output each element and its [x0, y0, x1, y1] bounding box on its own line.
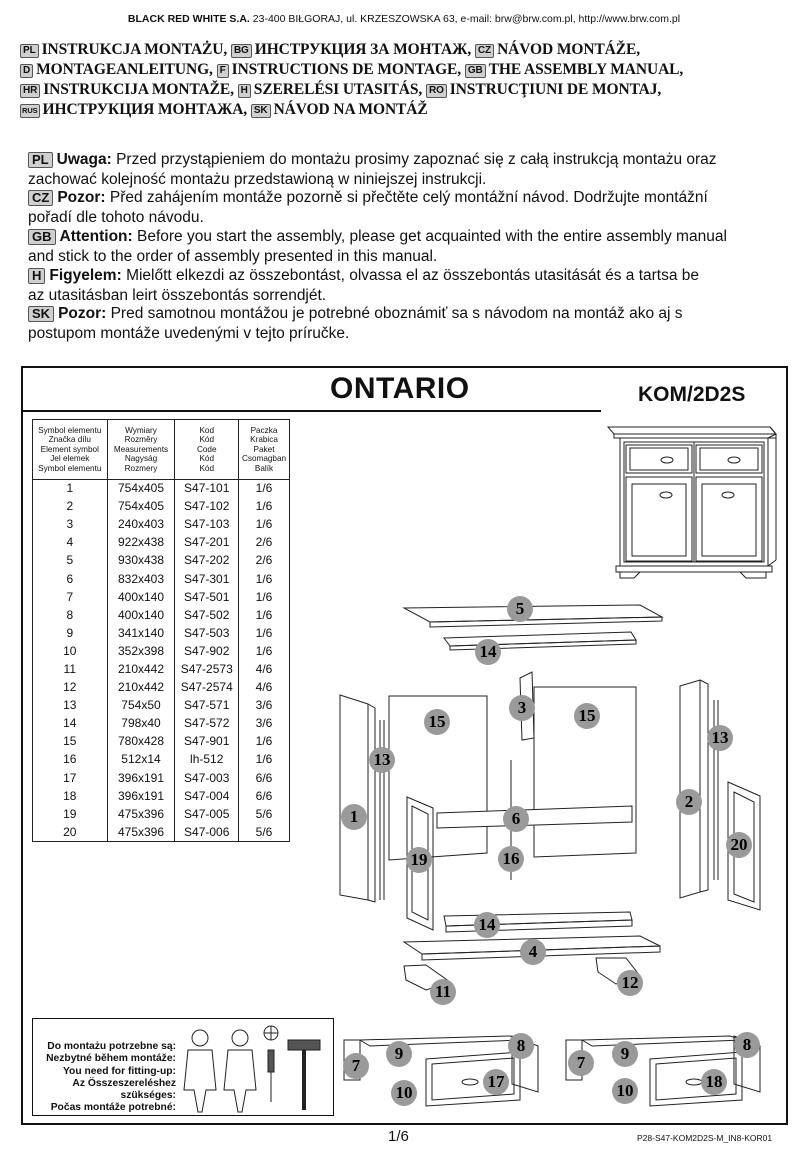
- header-term: Element symbol: [40, 444, 99, 454]
- warning-text: az utasitásban leirt összebontás sorrendjét.: [28, 286, 327, 304]
- table-cell: 3/6: [239, 715, 290, 733]
- table-cell: 396x191: [107, 769, 175, 787]
- table-cell: 780x428: [107, 733, 175, 751]
- table-cell: S47-004: [175, 787, 239, 805]
- part-label-15: 15: [424, 709, 450, 735]
- warning-text: Przed przystąpieniem do montażu prosimy zapoznać się z całą instrukcją montażu oraz: [116, 151, 717, 168]
- lang-badge: HR: [20, 84, 40, 98]
- warning-text: zachować kolejność montażu przedstawioną w niniejszej instrukcji.: [28, 170, 487, 188]
- header-term: Kód: [199, 463, 215, 473]
- table-cell: 400x140: [107, 606, 175, 624]
- product-code: KOM/2D2S: [638, 383, 746, 406]
- table-cell: 798x40: [107, 715, 175, 733]
- table-cell: 4/6: [239, 660, 290, 678]
- table-cell: S47-103: [175, 516, 239, 534]
- table-cell: 4/6: [239, 679, 290, 697]
- table-cell: 2/6: [239, 534, 290, 552]
- table-cell: S47-202: [175, 552, 239, 570]
- table-cell: S47-2573: [175, 660, 239, 678]
- warning-text: Before you start the assembly, please get acquainted with the entire assembly manual: [136, 228, 727, 245]
- header-term: Csomagban: [241, 454, 287, 464]
- warning-label: Pozor:: [58, 305, 107, 322]
- header-term: Balík: [254, 463, 274, 473]
- header-term: Nagyság: [124, 454, 158, 464]
- part-label-2: 2: [676, 789, 702, 815]
- warning-label: Attention:: [59, 228, 133, 245]
- header-term: Wymiary: [125, 425, 157, 435]
- table-cell: 210x442: [107, 660, 175, 678]
- table-cell: 754x405: [107, 480, 175, 498]
- table-cell: 1/6: [239, 606, 290, 624]
- table-cell: 352x398: [107, 642, 175, 660]
- table-cell: S47-2574: [175, 679, 239, 697]
- part-label-10: 10: [391, 1080, 417, 1106]
- part-label-6: 6: [503, 806, 529, 832]
- table-cell: 5: [33, 552, 108, 570]
- table-cell: 10: [33, 642, 108, 660]
- part-label-10: 10: [612, 1078, 638, 1104]
- table-cell: 400x140: [107, 588, 175, 606]
- header-term: Kód: [199, 435, 215, 445]
- table-cell: lh-512: [175, 751, 239, 769]
- header-term: Rozměry: [124, 435, 158, 445]
- title-text: ИНСТРУКЦИЯ МОНТАЖА,: [42, 101, 248, 118]
- part-label-4: 4: [520, 939, 546, 965]
- lang-badge: PL: [28, 152, 53, 168]
- table-cell: 1/6: [239, 642, 290, 660]
- part-label-7: 7: [568, 1050, 594, 1076]
- header-term: Paket: [253, 444, 275, 454]
- part-label-19: 19: [406, 847, 432, 873]
- table-cell: S47-571: [175, 697, 239, 715]
- table-cell: S47-902: [175, 642, 239, 660]
- warning-text: Pred samotnou montážou je potrebné oboznámiť sa s návodom na montáž ako aj s: [110, 305, 683, 322]
- table-cell: 832x403: [107, 570, 175, 588]
- table-cell: 8: [33, 606, 108, 624]
- table-cell: 5/6: [239, 805, 290, 823]
- table-cell: 16: [33, 751, 108, 769]
- table-cell: S47-201: [175, 534, 239, 552]
- lang-badge: PL: [20, 44, 39, 58]
- header-term: Kod: [199, 425, 215, 435]
- header-term: Krabica: [250, 435, 278, 445]
- lang-badge: BG: [231, 44, 252, 58]
- company-name: BLACK RED WHITE S.A.: [127, 13, 250, 25]
- table-cell: 1/6: [239, 480, 290, 498]
- table-cell: S47-503: [175, 624, 239, 642]
- table-cell: 3/6: [239, 697, 290, 715]
- table-cell: 210x442: [107, 679, 175, 697]
- table-cell: 922x438: [107, 534, 175, 552]
- tools-line: Počas montáže potrebné:: [50, 1102, 176, 1114]
- lang-badge: SK: [251, 104, 271, 118]
- tools-line: You need for fitting-up:: [62, 1065, 176, 1077]
- table-cell: 2/6: [239, 552, 290, 570]
- part-label-8: 8: [508, 1033, 534, 1059]
- tools-line: Az Összeszereléshez szükséges:: [72, 1077, 176, 1102]
- table-cell: S47-502: [175, 606, 239, 624]
- table-cell: 18: [33, 787, 108, 805]
- table-cell: S47-006: [175, 823, 239, 841]
- table-cell: S47-101: [175, 480, 239, 498]
- warning-text: Mielőtt elkezdi az összebontást, olvassa el az összebontás utasitását és a tartsa be: [126, 267, 700, 284]
- warning-text: postupom montáže uvedenými v tejto príručke.: [28, 324, 350, 342]
- part-label-7: 7: [343, 1053, 369, 1079]
- table-cell: 1/6: [239, 733, 290, 751]
- table-cell: 1/6: [239, 624, 290, 642]
- part-label-18: 18: [701, 1069, 727, 1095]
- table-cell: S47-572: [175, 715, 239, 733]
- table-cell: 1/6: [239, 588, 290, 606]
- lang-badge: SK: [28, 306, 54, 322]
- title-text: INSTRUCTIONS DE MONTAGE,: [231, 61, 462, 78]
- part-label-9: 9: [612, 1041, 638, 1067]
- lang-badge: RUS: [20, 104, 40, 118]
- table-cell: 1/6: [239, 570, 290, 588]
- table-cell: 475x396: [107, 823, 175, 841]
- page-number: 1/6: [388, 1128, 409, 1145]
- table-cell: S47-501: [175, 588, 239, 606]
- table-cell: 20: [33, 823, 108, 841]
- lang-badge: CZ: [475, 44, 494, 58]
- document-code: P28-S47-KOM2D2S-M_IN8-KOR01: [637, 1133, 773, 1143]
- table-cell: 6/6: [239, 769, 290, 787]
- part-label-3: 3: [509, 695, 535, 721]
- table-cell: 9: [33, 624, 108, 642]
- table-cell: 341x140: [107, 624, 175, 642]
- title-text: MONTAGEANLEITUNG,: [36, 61, 213, 78]
- cabinet-illustration: [608, 427, 776, 578]
- title-text: INSTRUKCIJA MONTAŽE,: [43, 81, 234, 98]
- table-cell: 14: [33, 715, 108, 733]
- part-label-5: 5: [507, 596, 533, 622]
- header-term: Paczka: [250, 425, 278, 435]
- header-term: Kód: [199, 454, 215, 464]
- title-text: ИНСТРУКЦИЯ ЗА МОНТАЖ,: [254, 41, 472, 58]
- table-cell: S47-005: [175, 805, 239, 823]
- part-label-13: 13: [369, 747, 395, 773]
- part-label-11: 11: [430, 979, 456, 1005]
- company-address: 23-400 BIŁGORAJ, ul. KRZESZOWSKA 63, e-mail: brw@brw.com.pl, http://www.brw.com.pl: [252, 13, 681, 25]
- lang-badge: H: [238, 84, 251, 98]
- tools-line: Nezbytné během montáže:: [46, 1053, 176, 1065]
- part-label-14: 14: [474, 912, 500, 938]
- warning-label: Figyelem:: [49, 267, 122, 284]
- header-term: Symbol elementu: [38, 425, 102, 435]
- warning-label: Pozor:: [57, 189, 106, 206]
- table-cell: 1/6: [239, 751, 290, 769]
- lang-badge: GB: [465, 64, 486, 78]
- warning-label: Uwaga:: [56, 151, 112, 168]
- table-cell: 15: [33, 733, 108, 751]
- title-text: INSTRUCŢIUNI DE MONTAJ,: [449, 81, 662, 98]
- tools-line: Do montażu potrzebne są:: [47, 1041, 176, 1052]
- part-label-13: 13: [707, 725, 733, 751]
- part-label-8: 8: [734, 1032, 760, 1058]
- header-term: Code: [196, 444, 217, 454]
- part-label-20: 20: [726, 832, 752, 858]
- lang-badge: GB: [28, 229, 56, 245]
- table-cell: 19: [33, 805, 108, 823]
- table-cell: 7: [33, 588, 108, 606]
- part-label-9: 9: [386, 1041, 412, 1067]
- title-text: INSTRUKCJA MONTAŻU,: [41, 41, 228, 58]
- table-cell: S47-003: [175, 769, 239, 787]
- title-text: THE ASSEMBLY MANUAL,: [488, 61, 684, 78]
- lang-badge: F: [217, 64, 229, 78]
- header-term: Jel elemek: [50, 454, 90, 464]
- table-cell: 512x14: [107, 751, 175, 769]
- table-cell: 930x438: [107, 552, 175, 570]
- drawer-right-view: [566, 1036, 760, 1106]
- product-name: ONTARIO: [330, 372, 470, 405]
- table-cell: 6: [33, 570, 108, 588]
- part-label-12: 12: [617, 970, 643, 996]
- header-term: Rozmery: [124, 463, 158, 473]
- table-cell: S47-102: [175, 498, 239, 516]
- table-cell: 1: [33, 480, 108, 498]
- table-cell: 13: [33, 697, 108, 715]
- tools-text: [36, 1041, 176, 1115]
- part-label-17: 17: [483, 1069, 509, 1095]
- lang-badge: D: [20, 64, 33, 78]
- table-cell: 3: [33, 516, 108, 534]
- part-label-14: 14: [475, 639, 501, 665]
- warning-text: and stick to the order of assembly presented in this manual.: [28, 247, 438, 265]
- title-text: SZERELÉSI UTASITÁS,: [253, 81, 423, 98]
- header-term: Symbol elementu: [38, 463, 102, 473]
- part-label-16: 16: [498, 846, 524, 872]
- header-term: Measurements: [113, 444, 169, 454]
- table-cell: S47-901: [175, 733, 239, 751]
- tools-box: [32, 1018, 334, 1116]
- lang-badge: H: [28, 268, 45, 284]
- table-cell: 1/6: [239, 516, 290, 534]
- table-cell: 6/6: [239, 787, 290, 805]
- table-cell: 754x50: [107, 697, 175, 715]
- table-cell: 4: [33, 534, 108, 552]
- title-text: NÁVOD MONTÁŽE,: [497, 41, 641, 58]
- title-text: NÁVOD NA MONTÁŽ: [273, 101, 428, 118]
- lang-badge: RO: [426, 84, 447, 98]
- table-cell: 11: [33, 660, 108, 678]
- warning-text: Před zahájením montáže pozorně si přečtěte celý montážní návod. Dodržujte montážní: [109, 189, 708, 206]
- table-cell: S47-301: [175, 570, 239, 588]
- table-cell: 1/6: [239, 498, 290, 516]
- table-cell: 475x396: [107, 805, 175, 823]
- table-cell: 240x403: [107, 516, 175, 534]
- part-label-1: 1: [341, 804, 367, 830]
- warning-text: pořadí dle tohoto návodu.: [28, 208, 204, 226]
- table-cell: 2: [33, 498, 108, 516]
- table-cell: 12: [33, 679, 108, 697]
- table-cell: 17: [33, 769, 108, 787]
- header-term: Značka dílu: [48, 435, 91, 445]
- table-cell: 754x405: [107, 498, 175, 516]
- lang-badge: CZ: [28, 190, 53, 206]
- table-cell: 396x191: [107, 787, 175, 805]
- part-label-15: 15: [574, 703, 600, 729]
- table-cell: 5/6: [239, 823, 290, 841]
